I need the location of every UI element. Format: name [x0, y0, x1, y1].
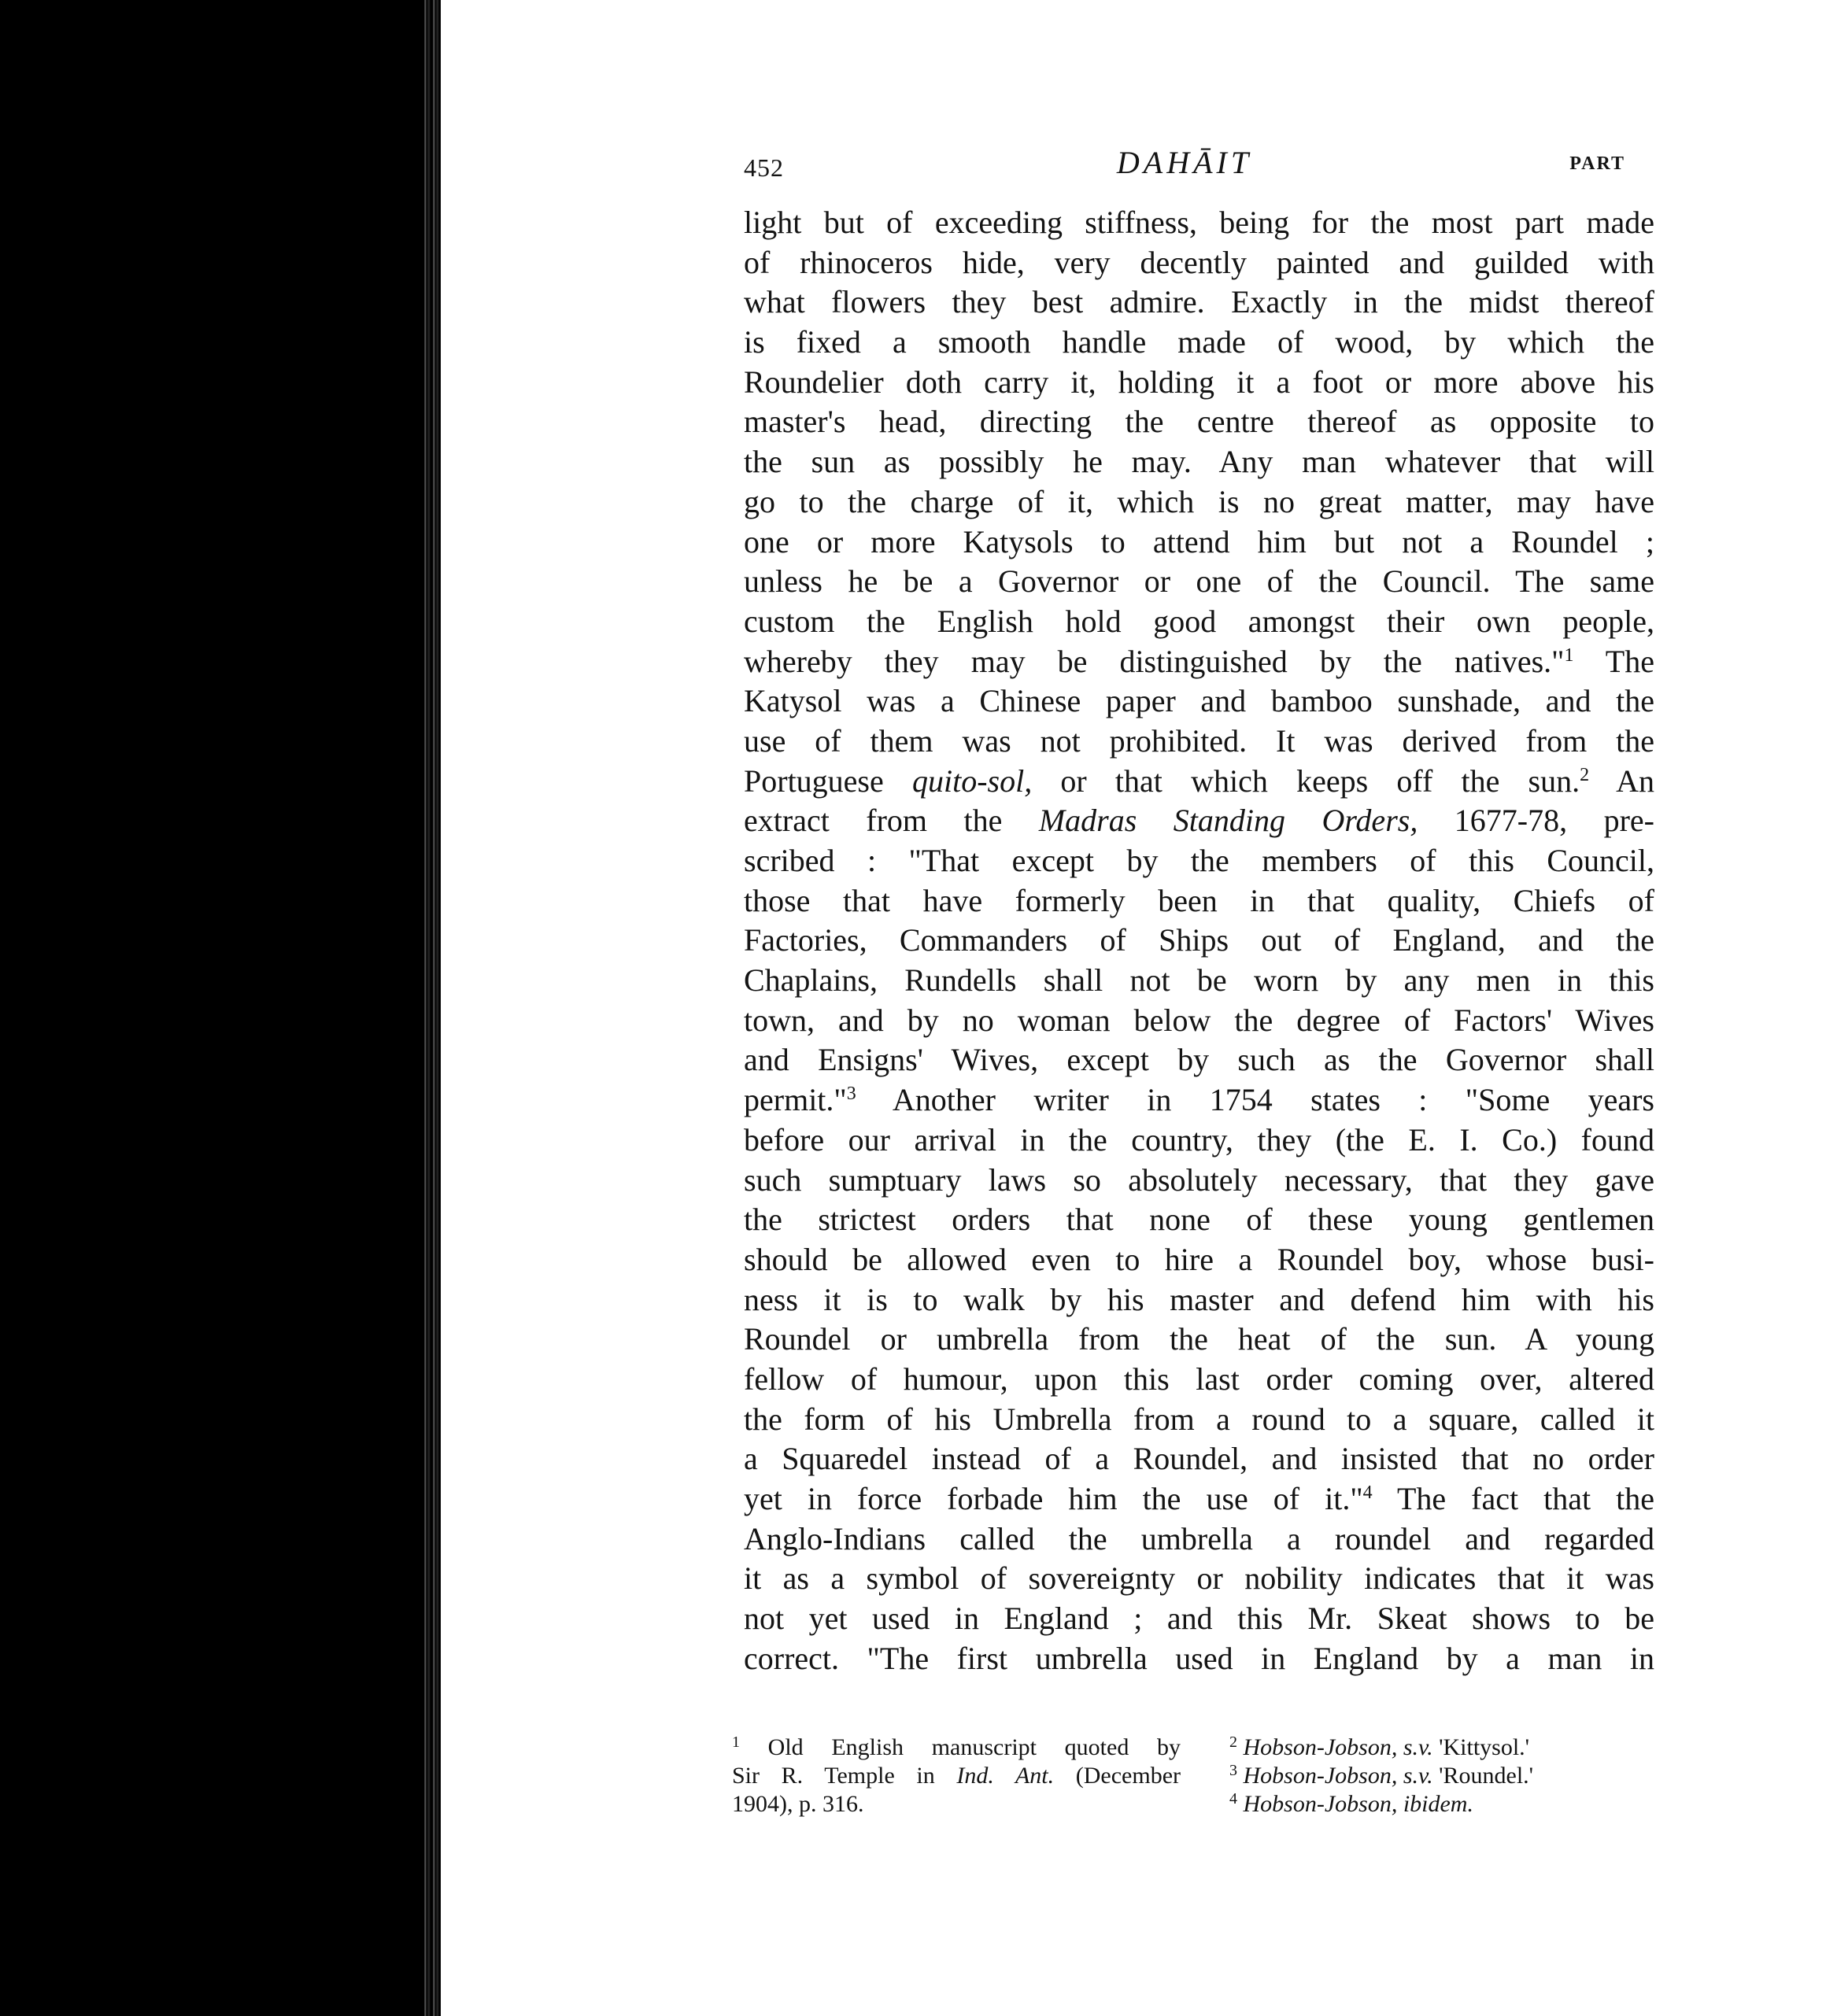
text-line: is fixed a smooth handle made of wood, by which the — [744, 324, 1654, 360]
text-segment: permit." — [744, 1082, 847, 1118]
text-line: the sun as possibly he may. Any man whatever that will — [744, 444, 1654, 480]
book-spine-shadow — [0, 0, 439, 2016]
footnote-ref-2: 2 — [1580, 764, 1590, 785]
footnote-4 — [1229, 1790, 1623, 1818]
text-line: correct. "The first umbrella used in England by a man in — [744, 1640, 1654, 1676]
text-line: Roundel or umbrella from the heat of the sun. A young — [744, 1321, 1654, 1357]
italic-title: Hobson-Jobson, s.v. — [1237, 1734, 1433, 1760]
text-line: one or more Katysols to attend him but not a Roundel ; — [744, 523, 1654, 559]
text-segment: Another writer in 1754 states : "Some years — [856, 1082, 1654, 1118]
footnote-number: 4 — [1229, 1790, 1237, 1807]
body-text — [744, 203, 1654, 1678]
text-line: Katysol was a Chinese paper and bamboo sunshade, and the — [744, 683, 1654, 719]
text-line: town, and by no woman below the degree of Factors' Wives — [744, 1002, 1654, 1038]
text-line: those that have formerly been in that quality, Chiefs of — [744, 882, 1654, 918]
text-line: of rhinoceros hide, very decently painted and guilded with — [744, 244, 1654, 280]
text-segment: The — [1573, 643, 1654, 679]
text-line — [744, 642, 1654, 682]
text-line: the form of his Umbrella from a round to a square, called it — [744, 1401, 1654, 1437]
text-segment: 1677-78, pre- — [1418, 803, 1654, 839]
text-line: a Squaredel instead of a Roundel, and insisted that no order — [744, 1441, 1654, 1477]
text-line: ness it is to walk by his master and defend him with his — [744, 1281, 1654, 1317]
part-label: PART — [1569, 153, 1625, 174]
text-line: should be allowed even to hire a Roundel boy, whose busi- — [744, 1241, 1654, 1277]
footnote-ref-4: 4 — [1362, 1482, 1373, 1503]
text-line: Factories, Commanders of Ships out of England, and the — [744, 922, 1654, 958]
text-line: scribed : "That except by the members of this Council, — [744, 843, 1654, 878]
footnote-line — [732, 1762, 1181, 1790]
text-line: master's head, directing the centre thereof as opposite to — [744, 404, 1654, 440]
italic-term: quito-sol, — [911, 762, 1033, 799]
footnote-3 — [1229, 1762, 1623, 1790]
running-title: DAHĀIT — [1116, 145, 1253, 180]
book-gutter-edge — [422, 0, 441, 2016]
text-line: go to the charge of it, which is no great matter, may have — [744, 483, 1654, 519]
text-segment: 'Kittysol.' — [1432, 1734, 1530, 1760]
italic-title: Madras Standing Orders, — [1038, 803, 1418, 839]
footnote-number: 2 — [1229, 1734, 1237, 1751]
footnote-2 — [1229, 1734, 1623, 1762]
text-segment: extract from the — [744, 803, 1039, 839]
text-line: not yet used in England ; and this Mr. Skeat shows to be — [744, 1601, 1654, 1637]
footnote-ref-1: 1 — [1564, 644, 1574, 666]
text-segment: An — [1589, 762, 1654, 799]
text-line — [744, 801, 1654, 841]
text-line: Roundelier doth carry it, holding it a foot or more above his — [744, 364, 1654, 400]
footnote-number: 3 — [1229, 1762, 1237, 1779]
text-segment: yet in force forbade him the use of it." — [744, 1481, 1363, 1516]
text-line: what flowers they best admire. Exactly in the midst thereof — [744, 284, 1654, 320]
footnote-line — [732, 1734, 1181, 1762]
footnote-1 — [732, 1734, 1181, 1818]
text-line — [744, 1479, 1654, 1519]
text-segment: Sir R. Temple in — [732, 1763, 957, 1789]
footnotes-right — [1229, 1734, 1623, 1818]
text-line — [744, 1080, 1654, 1121]
text-line: use of them was not prohibited. It was derived from the — [744, 722, 1654, 759]
footnote-number: 1 — [732, 1734, 740, 1751]
page-number: 452 — [744, 153, 784, 182]
text-line: the strictest orders that none of these young gentlemen — [744, 1202, 1654, 1238]
text-line — [744, 762, 1654, 802]
text-line: light but of exceeding stiffness, being for the most part made — [744, 205, 1654, 240]
text-line: such sumptuary laws so absolutely necessary, that they gave — [744, 1161, 1654, 1198]
footnote-line: 1904), p. 316. — [732, 1791, 864, 1817]
text-segment: whereby they may be distinguished by the natives." — [744, 643, 1565, 679]
text-line: unless he be a Governor or one of the Council. The same — [744, 563, 1654, 600]
text-segment: or that which keeps off the sun. — [1032, 762, 1580, 799]
footnotes — [732, 1734, 1621, 1828]
text-line: custom the English hold good amongst their own people, — [744, 603, 1654, 639]
text-segment: Old English manuscript quoted by — [740, 1734, 1181, 1760]
text-segment: The fact that the — [1372, 1481, 1654, 1516]
text-line: it as a symbol of sovereignty or nobility indicates that it was — [744, 1560, 1654, 1597]
footnote-ref-3: 3 — [846, 1084, 856, 1105]
text-line: Chaplains, Rundells shall not be worn by any men in this — [744, 962, 1654, 999]
text-segment: 'Roundel.' — [1432, 1763, 1534, 1789]
text-line: and Ensigns' Wives, except by such as the Governor shall — [744, 1042, 1654, 1078]
text-segment: Portuguese — [744, 762, 912, 799]
page-header — [744, 144, 1625, 191]
italic-title: Hobson-Jobson, s.v. — [1237, 1763, 1433, 1789]
text-line: fellow of humour, upon this last order coming over, altered — [744, 1361, 1654, 1397]
italic-title: Hobson-Jobson, ibidem. — [1237, 1791, 1473, 1817]
italic-title: Ind. Ant. — [956, 1763, 1055, 1789]
text-segment: (December — [1054, 1763, 1181, 1789]
text-line: before our arrival in the country, they (the E. I. Co.) found — [744, 1121, 1654, 1158]
text-line: Anglo-Indians called the umbrella a roundel and regarded — [744, 1520, 1654, 1556]
